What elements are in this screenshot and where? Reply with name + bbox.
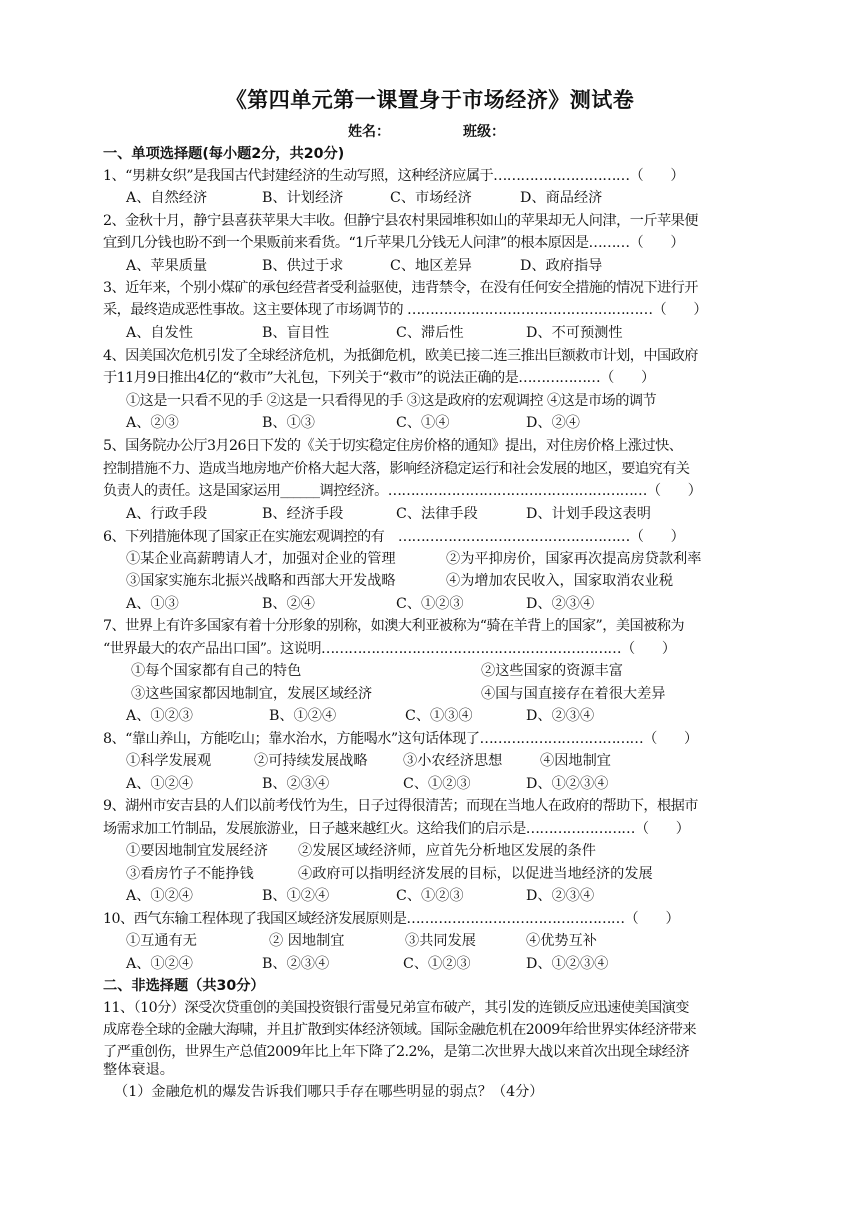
question-2-text-cont: 宜到几分钱也盼不到一个果贩前来看货。“1斤苹果几分钱无人问津”的根本原因是………（ ） [103, 235, 685, 251]
statement-2: ②发展区域经济师，应首先分析地区发展的条件 [298, 843, 596, 859]
statement-4: ④国与国直接存在着很大差异 [481, 686, 666, 702]
option-d: D、①②③④ [526, 956, 609, 972]
question-6-text: 6、下列措施体现了国家正在实施宏观调控的有 ……………………………………………（ ） [103, 529, 685, 545]
option-c: C、①②③ [403, 776, 471, 792]
option-c: C、①③④ [405, 708, 473, 724]
question-6-options [126, 594, 746, 614]
section-heading-non-choice: 二、非选择题（共30分） [103, 978, 265, 994]
option-c: C、滞后性 [396, 325, 464, 341]
option-a: A、行政手段 [126, 506, 208, 522]
option-c: C、①②③ [396, 888, 464, 904]
question-9-text: 9、湖州市安吉县的人们以前考伐竹为生，日子过得很清苦；而现在当地人在政府的帮助下，根据市 [103, 798, 698, 814]
question-2-options [126, 256, 746, 276]
option-c: C、法律手段 [396, 506, 478, 522]
question-4-text: 4、因美国次危机引发了全球经济危机，为抵御危机，欧美已接二连三推出巨额救市计划，中国政府 [103, 348, 698, 364]
question-3-options [126, 323, 746, 343]
statement-2: ②这些国家的资源丰富 [481, 663, 623, 679]
class-label: 班级： [463, 124, 505, 140]
question-1-text: 1、“男耕女织”是我国古代封建经济的生动写照，这种经济应属于…………………………（ ） [103, 168, 685, 184]
option-b: B、经济手段 [262, 506, 344, 522]
question-10-options [126, 954, 746, 974]
option-d: D、②③④ [526, 888, 595, 904]
statement-2: ② 因地制宜 [269, 933, 345, 949]
option-a: A、①②④ [126, 888, 193, 904]
statement-1: ①互通有无 [126, 933, 197, 949]
option-a: A、①③ [126, 596, 179, 612]
question-5-text: 5、国务院办公厅3月26日下发的《关于切实稳定住房价格的通知》提出，对住房价格上涨过快、 [103, 438, 683, 454]
option-a: A、自然经济 [126, 190, 208, 206]
page-title: 《第四单元第一课置身于市场经济》测试卷 [225, 88, 635, 112]
question-9-options [126, 886, 746, 906]
question-7-statements-row1 [131, 661, 751, 681]
question-5-text-cont: 控制措施不力、造成当地房地产价格大起大落，影响经济稳定运行和社会发展的地区，要追究有关 [103, 461, 690, 477]
question-4-statements: ①这是一只看不见的手 ②这是一只看得见的手 ③这是政府的宏观调控 ④这是市场的调节 [126, 393, 657, 409]
name-label: 姓名： [348, 124, 390, 140]
question-3-text: 3、近年来，个别小煤矿的承包经营者受利益驱使，违背禁令，在没有任何安全措施的情况下进行开 [103, 280, 698, 296]
option-a: A、①②④ [126, 956, 193, 972]
statement-3: ③看房竹子不能挣钱 [126, 866, 254, 882]
option-c: C、①④ [396, 415, 450, 431]
question-11-text: 11、（10分）深受次贷重创的美国投资银行雷曼兄弟宣布破产，其引发的连锁反应迅速使美国演变 [103, 1000, 689, 1016]
question-2-text: 2、金秋十月，静宁县喜获苹果大丰收。但静宁县农村果园堆积如山的苹果却无人问津，一斤苹果便 [103, 213, 698, 229]
question-8-statements [126, 751, 746, 771]
statement-3: ③国家实施东北振兴战略和西部大开发战略 [126, 573, 396, 589]
option-d: D、政府指导 [520, 258, 603, 274]
question-7-text-cont: “世界最大的农产品出口国”。这说明…………………………………………………………（ ） [103, 641, 676, 657]
question-10-statements [126, 931, 746, 951]
statement-4: ④政府可以指明经济发展的目标，以促进当地经济的发展 [298, 866, 653, 882]
question-3-text-cont: 采，最终造成恶性事故。这主要体现了市场调节的 ………………………………………………（ ） [103, 302, 708, 318]
question-9-statements-row2 [126, 864, 746, 884]
option-a: A、②③ [126, 415, 179, 431]
question-9-text-cont: 场需求加工竹制品，发展旅游业，日子越来越红火。这给我们的启示是……………………（ ） [103, 821, 690, 837]
statement-1: ①每个国家都有自己的特色 [131, 663, 302, 679]
statement-3: ③共同发展 [405, 933, 476, 949]
question-7-options [126, 706, 746, 726]
option-b: B、①②④ [269, 708, 337, 724]
option-b: B、②③④ [262, 956, 330, 972]
statement-4: ④因地制宜 [540, 753, 611, 769]
question-10-text: 10、西气东输工程体现了我国区域经济发展原则是…………………………………………（ ） [103, 911, 680, 927]
question-1-options [126, 188, 746, 208]
statement-4: ④优势互补 [526, 933, 597, 949]
question-6-statements-row2 [126, 571, 746, 591]
student-info-line [348, 121, 505, 141]
option-c: C、地区差异 [390, 258, 472, 274]
option-b: B、①②④ [262, 888, 330, 904]
statement-3: ③这些国家都因地制宜，发展区域经济 [131, 686, 373, 702]
option-d: D、商品经济 [520, 190, 603, 206]
question-8-options [126, 774, 746, 794]
option-d: D、①②③④ [526, 776, 609, 792]
question-7-text: 7、世界上有许多国家有着十分形象的别称，如澳大利亚被称为“骑在羊背上的国家”，美国被称为 [103, 618, 685, 634]
question-4-text-cont: 于11月9日推出4亿的“救市”大礼包，下列关于“救市”的说法正确的是………………（ ） [103, 370, 655, 386]
option-b: B、供过于求 [262, 258, 344, 274]
question-5-options [126, 504, 746, 524]
option-d: D、不可预测性 [526, 325, 623, 341]
statement-3: ③小农经济思想 [403, 753, 503, 769]
question-11-text-cont2: 了严重创伤，世界生产总值2009年比上年下降了2.2%，是第二次世界大战以来首次出现全球经济 [103, 1044, 689, 1060]
option-c: C、①②③ [403, 956, 471, 972]
question-11-subquestion-1: （1）金融危机的爆发告诉我们哪只手存在哪些明显的弱点？（4分） [114, 1084, 544, 1100]
question-11-text-cont: 成席卷全球的金融大海啸，并且扩散到实体经济领域。国际金融危机在2009年给世界实体经济带来 [103, 1022, 697, 1038]
statement-2: ②为平抑房价，国家再次提高房贷款利率 [446, 551, 702, 567]
option-a: A、自发性 [126, 325, 193, 341]
question-9-statements-row1 [126, 841, 746, 861]
option-d: D、计划手段这表明 [526, 506, 651, 522]
option-c: C、市场经济 [390, 190, 472, 206]
option-b: B、计划经济 [262, 190, 344, 206]
question-6-statements-row1 [126, 549, 746, 569]
statement-2: ②可持续发展战略 [254, 753, 368, 769]
option-d: D、②③④ [526, 596, 595, 612]
option-b: B、②③④ [262, 776, 330, 792]
option-b: B、盲目性 [262, 325, 330, 341]
question-5-text-cont2: 负责人的责任。这是国家运用______调控经济。…………………………………………………（ ） [103, 483, 702, 499]
question-11-text-cont3: 整体衰退。 [103, 1062, 174, 1078]
statement-1: ①科学发展观 [126, 753, 212, 769]
option-b: B、①③ [262, 415, 315, 431]
option-a: A、①②④ [126, 776, 193, 792]
question-4-options [126, 413, 746, 433]
question-8-text: 8、“靠山养山，方能吃山；靠水治水，方能喝水”这句话体现了………………………………（ ） [103, 731, 698, 747]
question-7-statements-row2 [131, 684, 751, 704]
option-c: C、①②③ [396, 596, 464, 612]
option-d: D、②③④ [526, 708, 595, 724]
statement-1: ①要因地制宜发展经济 [126, 843, 268, 859]
section-heading-choice: 一、单项选择题(每小题2分，共20分) [103, 146, 345, 162]
option-a: A、①②③ [126, 708, 193, 724]
option-d: D、②④ [526, 415, 580, 431]
statement-4: ④为增加农民收入，国家取消农业税 [446, 573, 674, 589]
option-a: A、苹果质量 [126, 258, 208, 274]
statement-1: ①某企业高薪聘请人才，加强对企业的管理 [126, 551, 396, 567]
option-b: B、②④ [262, 596, 315, 612]
